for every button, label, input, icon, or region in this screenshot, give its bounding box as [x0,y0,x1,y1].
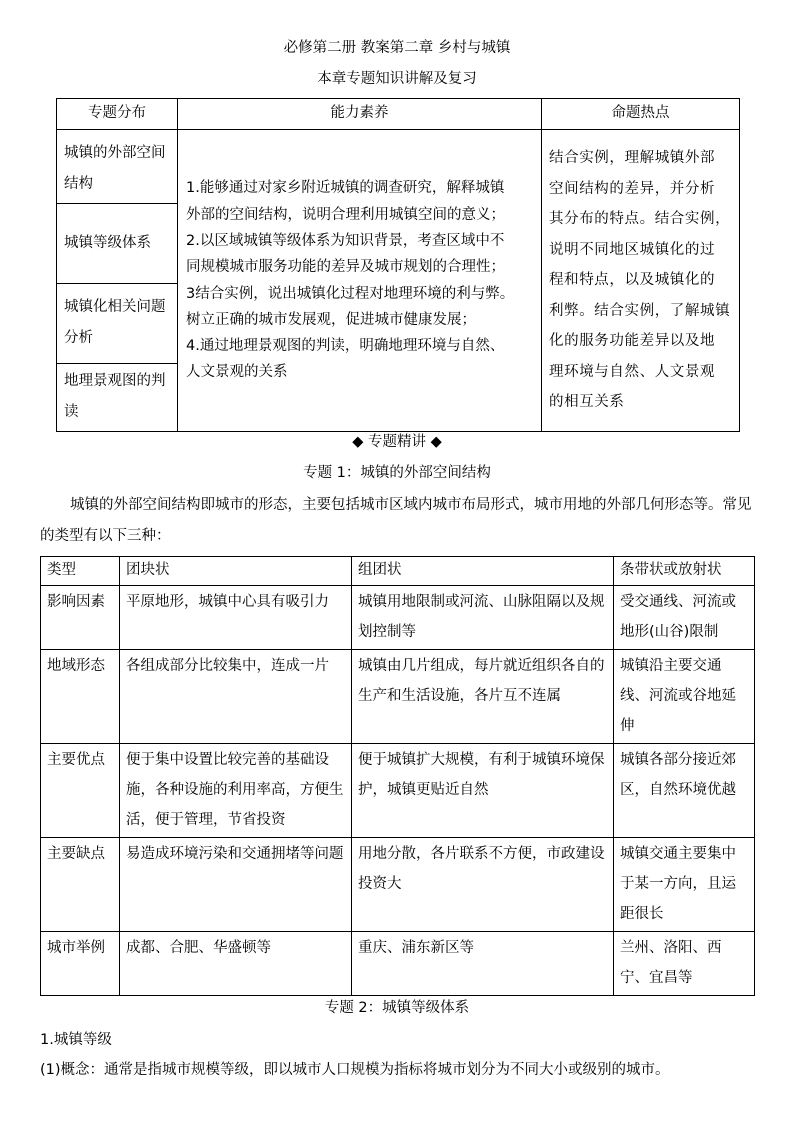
overview-header-row [57,99,740,130]
table-cell: 重庆、浦东新区等 [352,932,614,996]
row-label: 地域形态 [41,650,120,744]
ability-line: 同规模城市服务功能的差异及城市规划的合理性； [186,259,505,276]
row-label: 城市举例 [41,932,120,996]
overview-row [57,130,740,204]
table-cell: 城镇用地限制或河流、山脉阻隔以及规划控制等 [352,586,614,650]
topic1-heading: 专题 1：城镇的外部空间结构 [303,465,491,481]
topic-cell: 城镇的外部空间结构 [57,130,178,204]
ability-line: 2.以区域城镇等级体系为知识背景，考查区域中不 [186,232,505,249]
row-label: 主要优点 [41,744,120,838]
document-title: 必修第二册 教案第二章 乡村与城镇 [283,40,511,56]
header-cluster: 组团状 [352,557,614,586]
topic2-concept: (1)概念：通常是指城市规模等级，即以城市人口规模为指标将城市划分为不同大小或级别的城市。 [40,1062,670,1078]
header-strip: 条带状或放射状 [614,557,755,586]
topic-cell: 城镇等级体系 [57,204,178,284]
header-topic-distribution: 专题分布 [57,99,178,130]
section-marker: ◆ 专题精讲 ◆ [352,434,442,450]
ability-cell [178,130,542,432]
table-row [41,932,755,996]
table-cell: 各组成部分比较集中，连成一片 [120,650,352,744]
table-cell: 易造成环境污染和交通拥堵等问题 [120,838,352,932]
ability-line: 1.能够通过对家乡附近城镇的调查研究，解释城镇 [186,180,505,197]
ability-line: 4.通过地理景观图的判读，明确地理环境与自然、 [186,338,505,355]
table-row [41,650,755,744]
ability-line: 3结合实例，说出城镇化过程对地理环境的利与弊。 [186,285,515,302]
topic1-paragraph: 城镇的外部空间结构即城市的形态，主要包括城市区域内城市布局形式，城市用地的外部几何形态等。常见的类型有以下三种： [40,497,752,544]
ability-line: 树立正确的城市发展观，促进城市健康发展； [186,311,476,328]
topic2-heading: 专题 2：城镇等级体系 [324,1000,470,1016]
hotspot-line: 说明不同地区城镇化的过 [549,241,716,258]
header-compact: 团块状 [120,557,352,586]
hotspot-line: 其分布的特点。结合实例， [549,211,731,228]
table-cell: 城镇由几片组成，每片就近组织各自的生产和生活设施，各片互不连属 [352,650,614,744]
structure-header-row [41,557,755,586]
topic-cell: 地理景观图的判读 [57,364,178,432]
table-cell: 成都、合肥、华盛顿等 [120,932,352,996]
table-cell: 城镇交通主要集中于某一方向，且运距很长 [614,838,755,932]
hotspot-line: 理环境与自然、人文景观 [549,363,716,380]
hotspot-line: 利弊。结合实例，了解城镇 [549,302,731,319]
document-subtitle: 本章专题知识讲解及复习 [317,71,477,87]
structure-table [40,556,755,996]
table-cell: 受交通线、河流或地形(山谷)限制 [614,586,755,650]
hotspot-line: 结合实例，理解城镇外部 [549,150,716,167]
overview-table [56,98,740,432]
row-label: 主要缺点 [41,838,120,932]
table-cell: 城镇沿主要交通线、河流或谷地延伸 [614,650,755,744]
table-cell: 便于城镇扩大规模，有利于城镇环境保护，城镇更贴近自然 [352,744,614,838]
table-cell: 平原地形，城镇中心具有吸引力 [120,586,352,650]
header-hotspot: 命题热点 [542,99,740,130]
table-row [41,586,755,650]
topic2-subheading: 1.城镇等级 [40,1032,112,1048]
header-type: 类型 [41,557,120,586]
table-cell: 城镇各部分接近郊区，自然环境优越 [614,744,755,838]
header-ability: 能力素养 [178,99,542,130]
table-row [41,744,755,838]
table-cell: 便于集中设置比较完善的基础设施，各种设施的利用率高，方便生活，便于管理，节省投资 [120,744,352,838]
hotspot-line: 的相互关系 [549,394,625,411]
table-cell: 用地分散，各片联系不方便，市政建设投资大 [352,838,614,932]
ability-line: 人文景观的关系 [186,364,288,381]
topic-cell: 城镇化相关问题分析 [57,284,178,364]
hotspot-line: 程和特点，以及城镇化的 [549,272,716,289]
hotspot-line: 空间结构的差异，并分析 [549,180,716,197]
table-row [41,838,755,932]
hotspot-cell [542,130,740,432]
hotspot-line: 化的服务功能差异以及地 [549,333,716,350]
ability-line: 外部的空间结构，说明合理利用城镇空间的意义； [186,206,505,223]
table-cell: 兰州、洛阳、西宁、宜昌等 [614,932,755,996]
row-label: 影响因素 [41,586,120,650]
